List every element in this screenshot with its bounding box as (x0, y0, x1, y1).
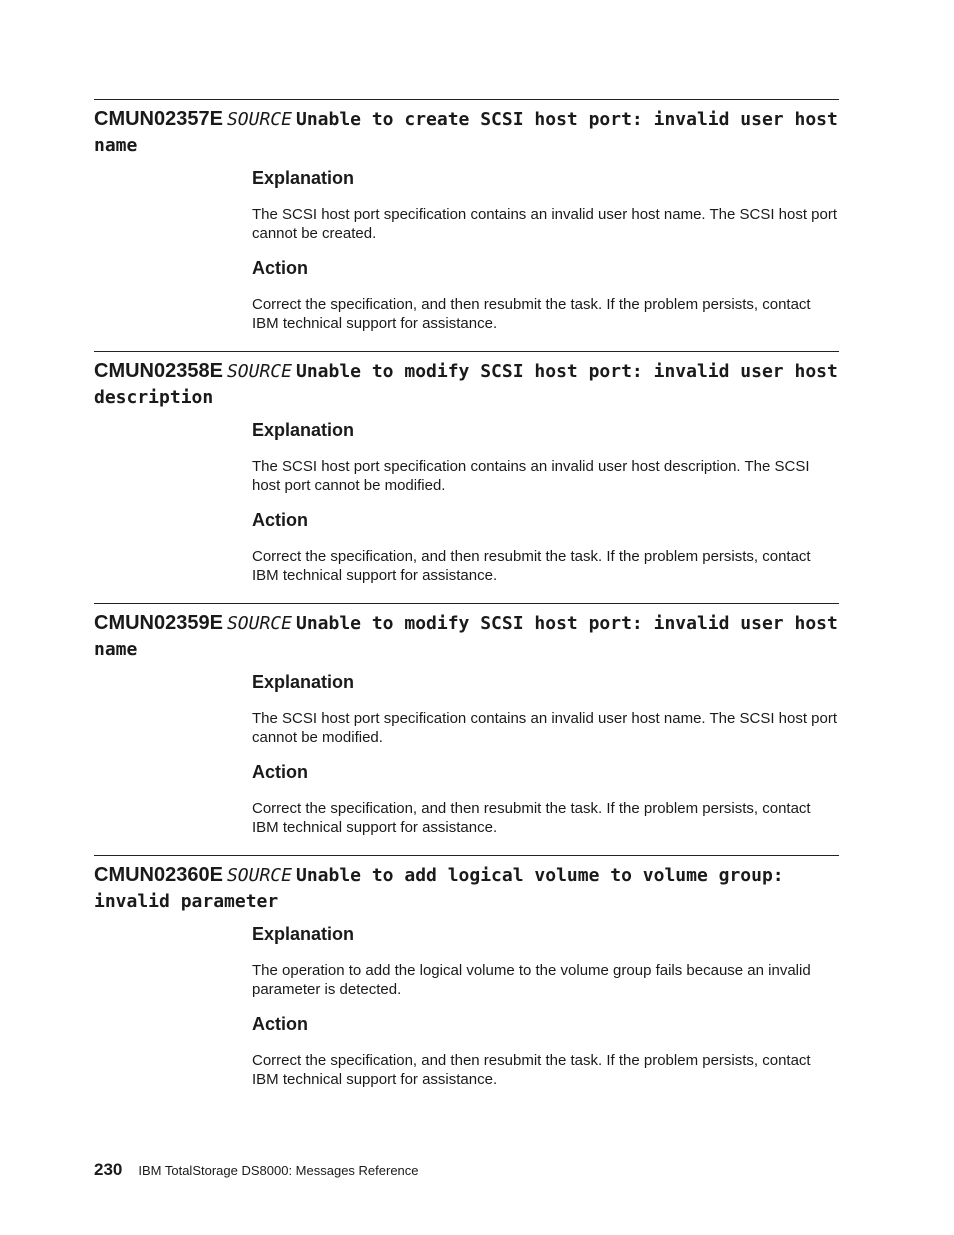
explanation-heading: Explanation (252, 924, 355, 944)
message-id: CMUN02357E (94, 108, 223, 130)
message-source: SOURCE (226, 613, 292, 634)
page-number: 230 (94, 1160, 123, 1179)
divider (94, 99, 839, 100)
page-footer (94, 1160, 419, 1180)
message-body (252, 671, 840, 837)
action-text: Correct the specification, and then resubmit the task. If the problem persists, contact IBM technical support for assistance. (252, 548, 811, 584)
explanation-text: The operation to add the logical volume to the volume group fails because an invalid parameter is detected. (252, 962, 811, 998)
divider (94, 603, 839, 604)
action-heading: Action (252, 1014, 308, 1034)
action-heading: Action (252, 762, 308, 782)
message-entry (94, 603, 839, 837)
explanation-heading: Explanation (252, 168, 355, 188)
message-text: Unable to create SCSI host port: invalid user host name (94, 109, 838, 156)
message-source: SOURCE (226, 109, 292, 130)
message-body (252, 923, 840, 1089)
message-text: Unable to modify SCSI host port: invalid user host description (94, 361, 838, 408)
message-source: SOURCE (226, 865, 292, 886)
explanation-text: The SCSI host port specification contains an invalid user host description. The SCSI host port cannot be modified. (252, 458, 810, 494)
explanation-text: The SCSI host port specification contains an invalid user host name. The SCSI host port cannot be modified. (252, 710, 838, 746)
message-body (252, 167, 840, 333)
message-entry (94, 99, 839, 333)
message-title (94, 358, 839, 411)
explanation-heading: Explanation (252, 672, 355, 692)
message-id: CMUN02359E (94, 612, 223, 634)
action-text: Correct the specification, and then resubmit the task. If the problem persists, contact IBM technical support for assistance. (252, 296, 811, 332)
action-heading: Action (252, 258, 308, 278)
action-text: Correct the specification, and then resubmit the task. If the problem persists, contact IBM technical support for assistance. (252, 800, 811, 836)
message-text: Unable to add logical volume to volume group: invalid parameter (94, 865, 784, 912)
action-heading: Action (252, 510, 308, 530)
action-text: Correct the specification, and then resubmit the task. If the problem persists, contact IBM technical support for assistance. (252, 1052, 811, 1088)
explanation-heading: Explanation (252, 420, 355, 440)
message-source: SOURCE (226, 361, 292, 382)
message-entry (94, 351, 839, 585)
message-id: CMUN02360E (94, 864, 223, 886)
divider (94, 855, 839, 856)
message-id: CMUN02358E (94, 360, 223, 382)
divider (94, 351, 839, 352)
explanation-text: The SCSI host port specification contains an invalid user host name. The SCSI host port cannot be created. (252, 206, 838, 242)
message-title (94, 862, 839, 915)
message-text: Unable to modify SCSI host port: invalid user host name (94, 613, 838, 660)
message-title (94, 106, 839, 159)
message-entry (94, 855, 839, 1089)
message-title (94, 610, 839, 663)
message-body (252, 419, 840, 585)
book-title: IBM TotalStorage DS8000: Messages Reference (138, 1163, 419, 1178)
